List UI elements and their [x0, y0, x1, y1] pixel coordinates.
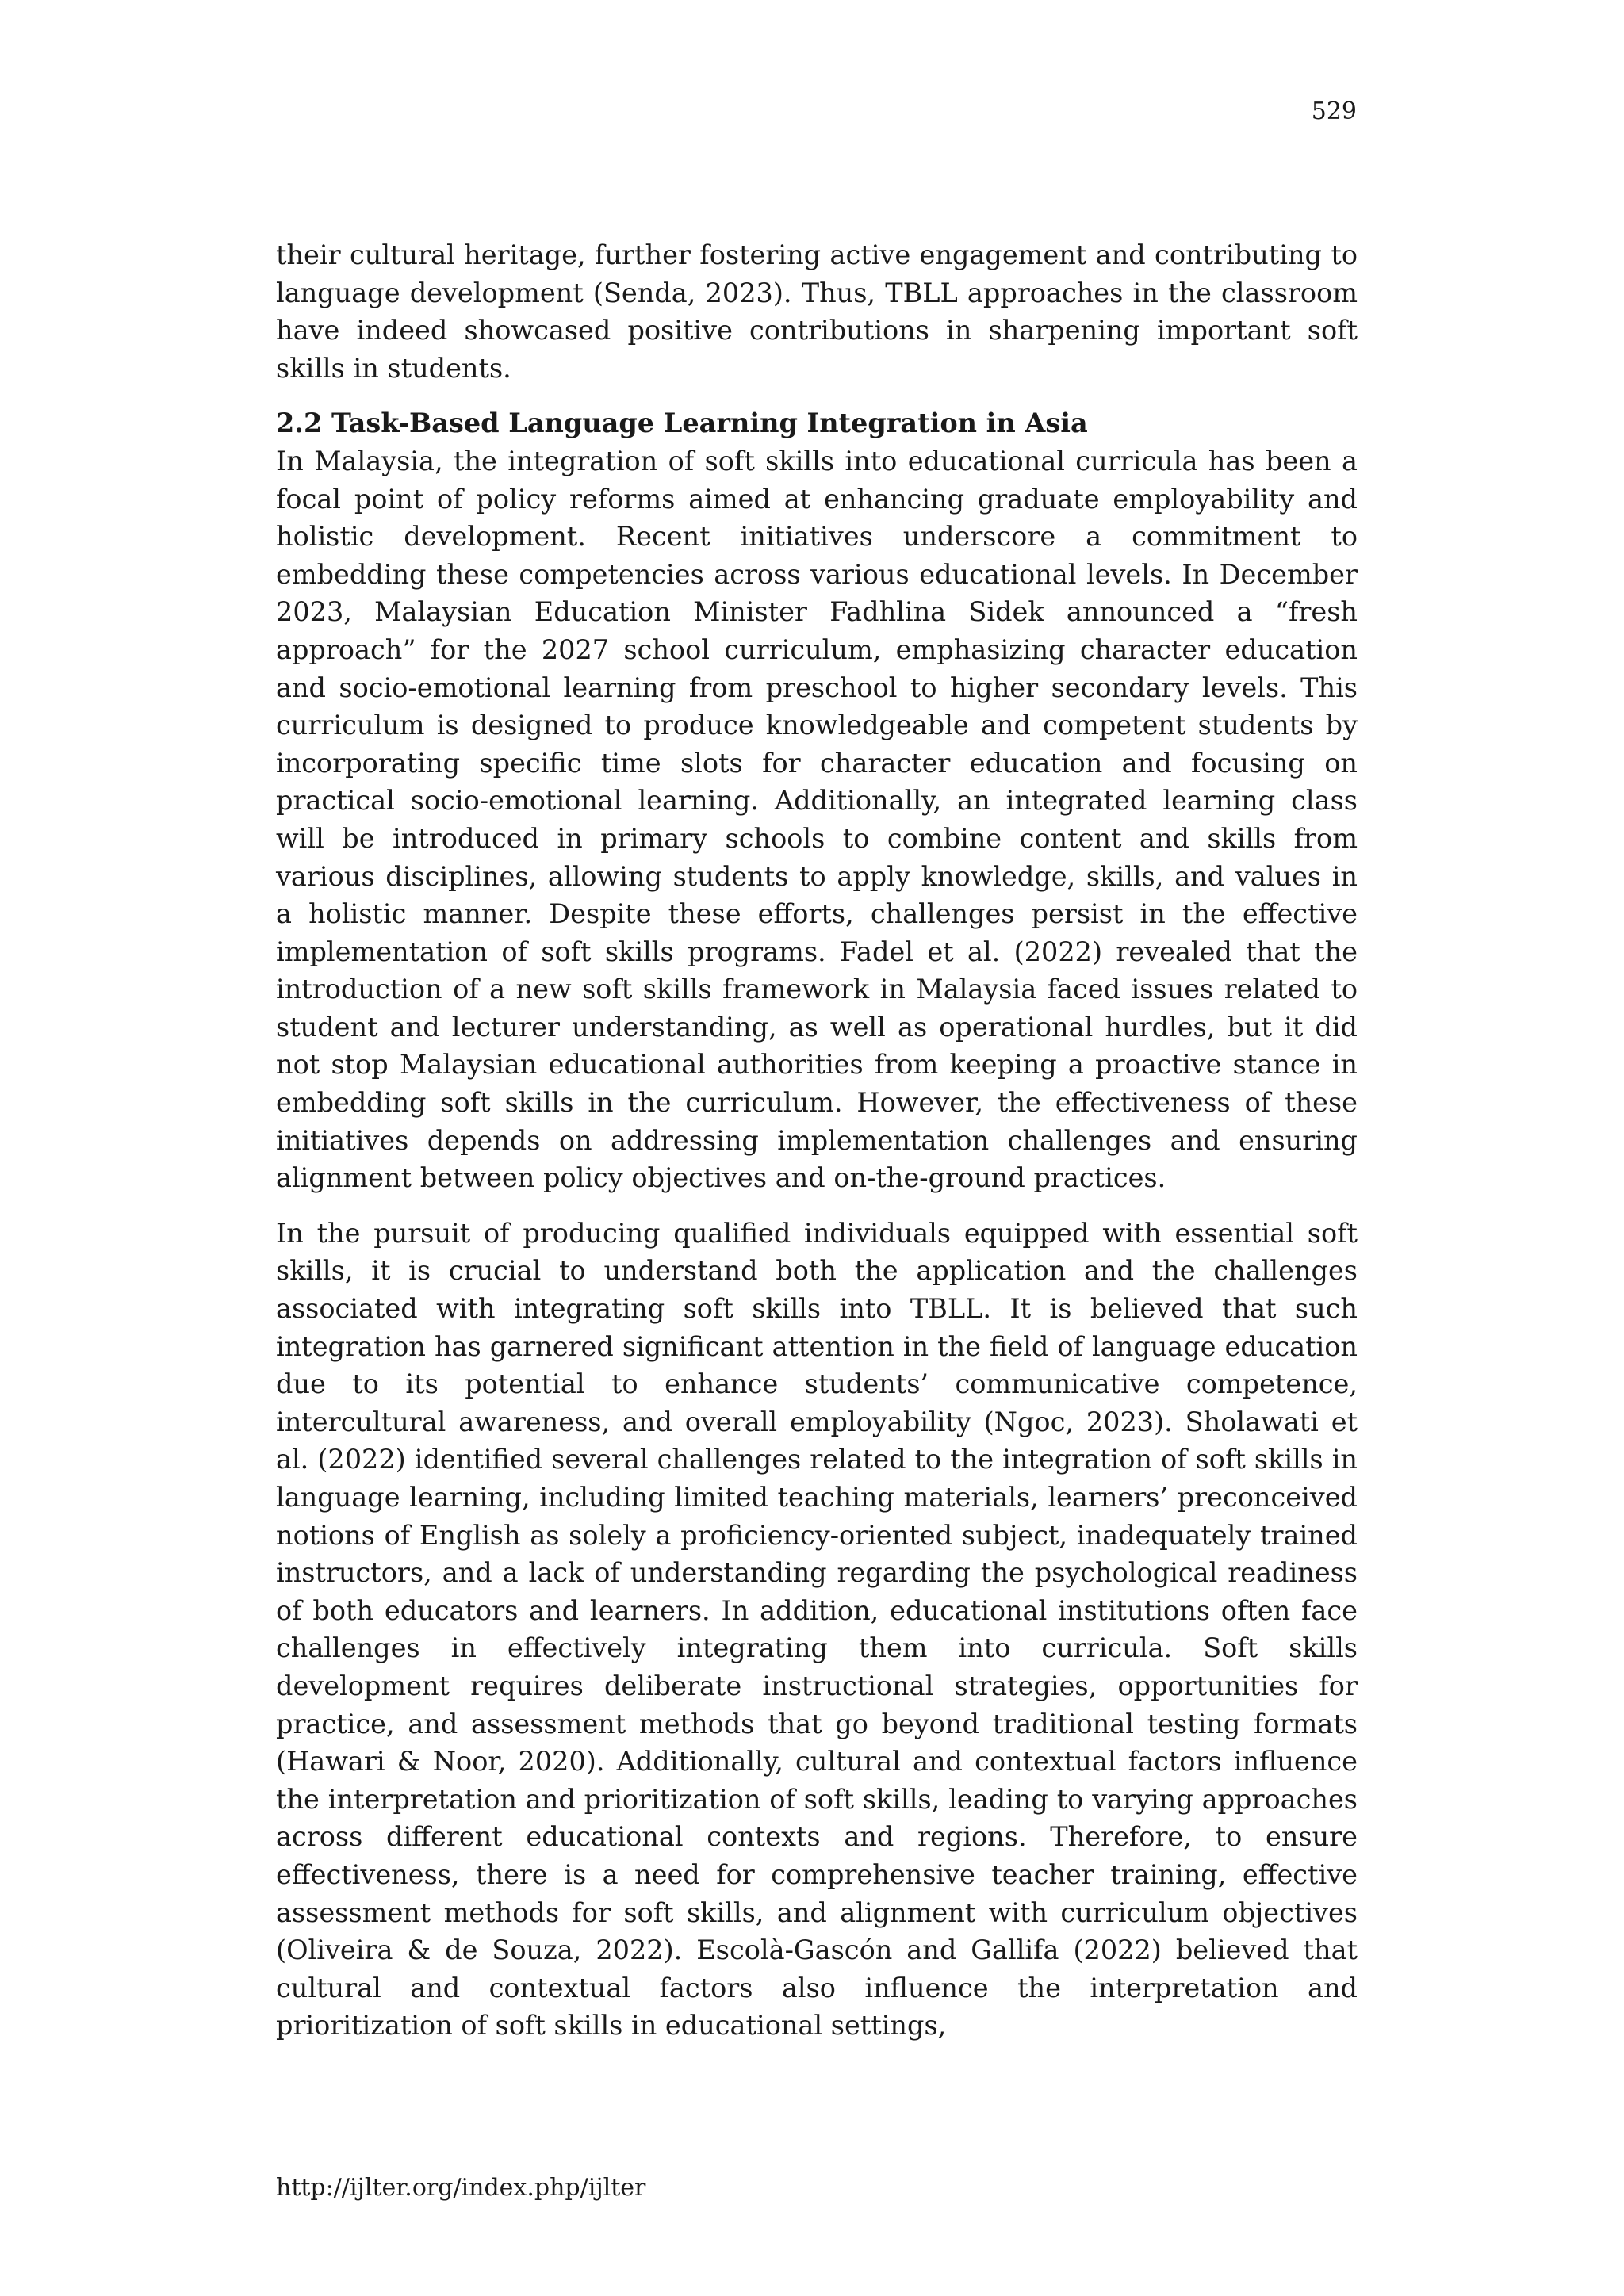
page-number: 529: [1311, 98, 1357, 125]
article-body: [276, 236, 1358, 2045]
section-heading: 2.2 Task-Based Language Learning Integration in Asia: [276, 408, 1088, 439]
paragraph-malaysia-policy: In Malaysia, the integration of soft skills into educational curricula has been a focal point of policy reforms aimed at enhancing graduate employability and holistic development. Recent initiatives underscore a commitment to embedding these competencies across various educational levels. In December 2023, Malaysian Education Minister Fadhlina Sidek announced a “fresh approach” for the 2027 school curriculum, emphasizing character education and socio-emotional learning from preschool to higher secondary levels. This curriculum is designed to produce knowledgeable and competent students by incorporating specific time slots for character education and focusing on practical socio-emotional learning. Additionally, an integrated learning class will be introduced in primary schools to combine content and skills from various disciplines, allowing students to apply knowledge, skills, and values in a holistic manner. Despite these efforts, challenges persist in the effective implementation of soft skills programs. Fadel et al. (2022) revealed that the introduction of a new soft skills framework in Malaysia faced issues related to student and lecturer understanding, as well as operational hurdles, but it did not stop Malaysian educational authorities from keeping a proactive stance in embedding soft skills in the curriculum. However, the effectiveness of these initiatives depends on addressing implementation challenges and ensuring alignment between policy objectives and on-the-ground practices.: [276, 445, 1358, 1194]
footer-url: http://ijlter.org/index.php/ijlter: [276, 2174, 646, 2202]
paragraph-intro: their cultural heritage, further fostering active engagement and contributing to language development (Senda, 2023). Thus, TBLL approaches in the classroom have indeed showcased positive contributions in sharpening important soft skills in students.: [276, 239, 1358, 384]
paragraph-integration-challenges: In the pursuit of producing qualified individuals equipped with essential soft skills, it is crucial to understand both the application and the challenges associated with integrating soft skills into TBLL. It is believed that such integration has garnered significant attention in the field of language education due to its potential to enhance students’ communicative competence, intercultural awareness, and overall employability (Ngoc, 2023). Sholawati et al. (2022) identified several challenges related to the integration of soft skills in language learning, including limited teaching materials, learners’ preconceived notions of English as solely a proficiency-oriented subject, inadequately trained instructors, and a lack of understanding regarding the psychological readiness of both educators and learners. In addition, educational institutions often face challenges in effectively integrating them into curricula. Soft skills development requires deliberate instructional strategies, opportunities for practice, and assessment methods that go beyond traditional testing formats (Hawari & Noor, 2020). Additionally, cultural and contextual factors influence the interpretation and prioritization of soft skills, leading to varying approaches across different educational contexts and regions. Therefore, to ensure effectiveness, there is a need for comprehensive teacher training, effective assessment methods for soft skills, and alignment with curriculum objectives (Oliveira & de Souza, 2022). Escolà-Gascón and Gallifa (2022) believed that cultural and contextual factors also influence the interpretation and prioritization of soft skills in educational settings,: [276, 1217, 1358, 2042]
